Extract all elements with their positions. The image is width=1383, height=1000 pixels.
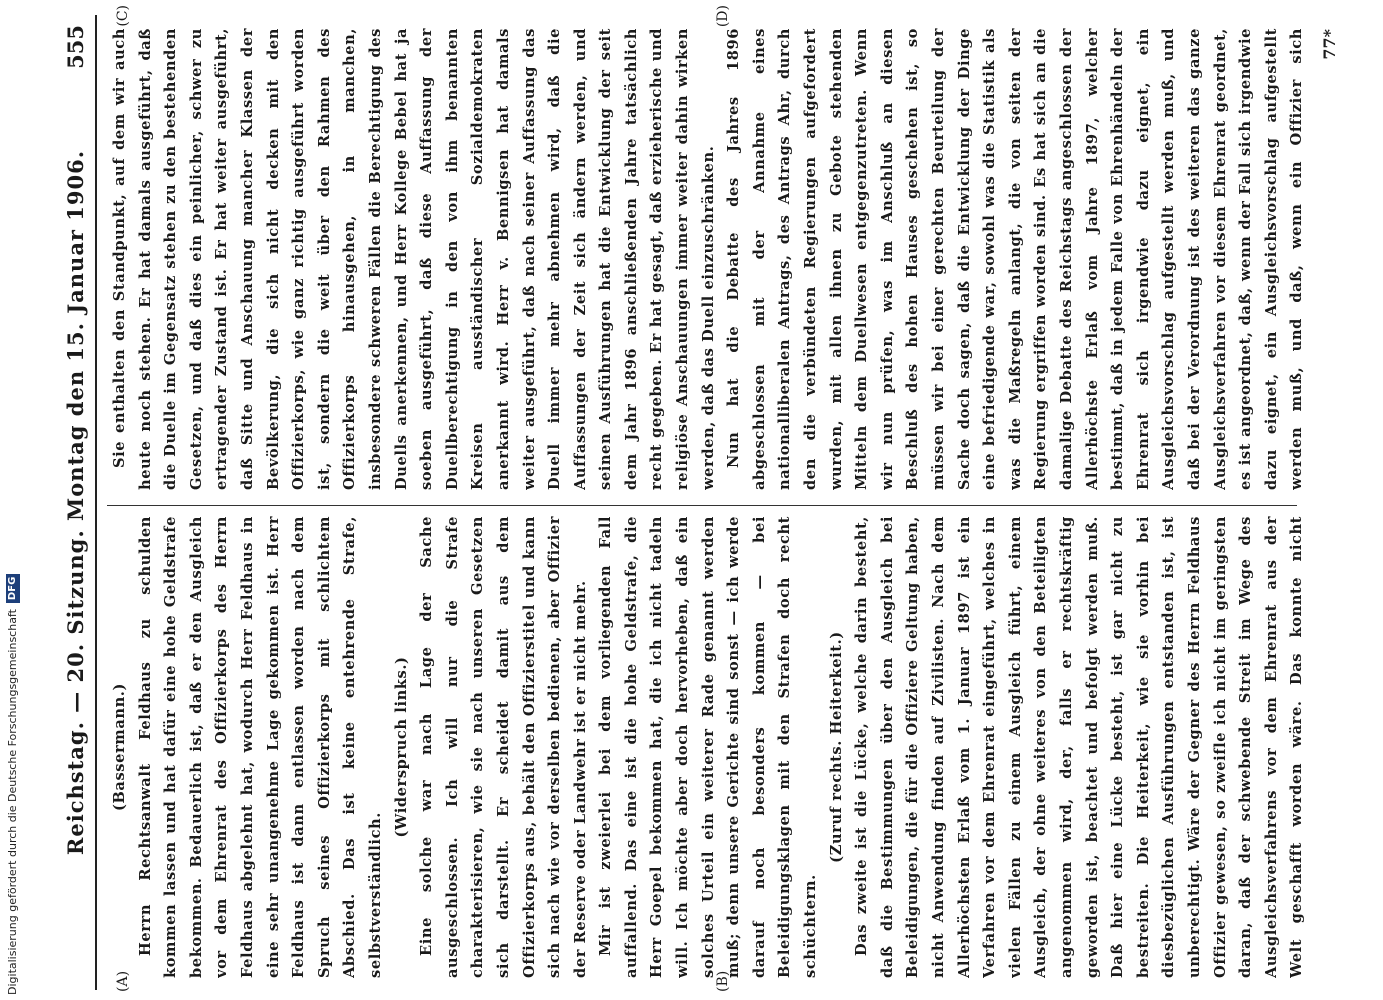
signature-mark: 77* (1320, 29, 1339, 60)
rotated-page (55, 5, 1345, 992)
right-paragraph: Nun hat die Debatte des Jahres 1896 abgeschlossen mit der Annahme eines nationalliberalen Antrags, des Antrags Ahr, durch den die verbündeten Regierungen aufgefordert wurden, mit allen ihnen zu Gebote stehenden Mitteln dem Duellwesen entgegenzutreten. Wenn wir nun prüfen, was im Anschluß an diesen Beschluß des hohen Hauses geschehen ist, so müssen wir bei einer gerechten Beurteilung der Sache doch sagen, daß die Entwicklung der Dinge eine befriedigende war, sowohl was die Statistik als was die Maßregeln anlangt, die von seiten der Regierung ergriffen worden sind. Es hat sich an die damalige Debatte des Reichstags angeschlossen der Allerhöchste Erlaß vom Jahre 1897, welcher bestimmt, daß in jedem Falle von Ehrenhändeln der Ehrenrat sich irgendwie dazu eignet, ein Ausgleichsvorschlag aufgestellt werden muß, und daß bei der Verordnung ist des weiteren das ganze Ausgleichsverfahren vor diesem Ehrenrat geordnet, es ist angeordnet, daß, wenn der Fall sich irgendwie dazu eignet, ein Ausgleichsvorschlag aufgestellt werden muß, und daß, wenn ein Offizier sich (725, 28, 1306, 490)
margin-marker-d: (D) (715, 5, 731, 28)
left-interjection: (Zuruf rechts. Heiterkeit.) (827, 631, 845, 863)
dfg-logo-icon: DFG (6, 574, 20, 603)
column-divider (107, 505, 1297, 506)
page-title: Reichstag. — 20. Sitzung. Montag den 15. Januar 1906. (63, 149, 88, 856)
digitization-credit (2, 295, 24, 995)
page-number: 555 (63, 25, 88, 69)
left-paragraph: Das zweite ist die Lücke, welche darin besteht, daß die Bestimmungen über den Ausgleich bei Beleidigungen, die für die Offiziere Geltung haben, nicht Anwendung finden auf Zivilisten. Nach dem Allerhöchsten Erlaß vom 1. Januar 1897 ist ein Verfahren vor dem Ehrenrat eingeführt, welches in vielen Fällen zu einem Ausgleich führt, einem Ausgleich, der ohne weiteres von den Beteiligten angenommen wird, der, falls er rechtskräftig geworden ist, beachtet und befolgt werden muß. Daß hier eine Lücke besteht, ist gar nicht zu bestreiten. Die Heiterkeit, wie sie vorhin bei diesbezüglichen Ausführungen entstanden ist, ist unberechtigt. Wäre der Gegner des Herrn Feldhaus Offizier gewesen, so zweifle ich nicht im geringsten daran, daß der schwebende Streit im Wege des Ausgleichsverfahrens vor dem Ehrenrat aus der Welt geschafft worden wäre. Das konnte nicht (853, 516, 1306, 978)
left-paragraph: Eine solche war nach Lage der Sache ausgeschlossen. Ich will nur die Strafe charakterisieren, wie sie nach unseren Gesetzen sich darstellt. Er scheidet damit aus dem Offizierkorps aus, behält den Offizierstitel und kann sich nach wie vor derselben bedienen, aber Offizier der Reserve oder Landwehr ist er nicht mehr. (418, 516, 589, 978)
left-paragraph: Herrn Rechtsanwalt Feldhaus zu schulden kommen lassen und hat dafür eine hohe Geldstrafe bekommen. Bedauerlich ist, daß er den Ausgleich vor dem Ehrenrat des Offizierkorps des Herrn Feldhaus abgelehnt hat, wodurch Herr Feldhaus in eine sehr unangenehme Lage gekommen ist. Herr Feldhaus ist dann entlassen worden nach dem Spruch seines Offizierkorps mit schlichtem Abschied. Das ist keine entehrende Strafe, selbstverständlich. (136, 516, 384, 978)
page-header (55, 15, 97, 990)
left-interjection: (Widerspruch links.) (392, 656, 410, 838)
right-column (107, 28, 1307, 490)
left-paragraph: Mir ist zweierlei bei dem vorliegenden Fall auffallend. Das eine ist die hohe Geldstrafe, die Herr Goepel bekommen hat, die ich nicht tadeln will. Ich möchte aber doch hervorheben, daß ein solches Urteil ein weiterer Rade genannt werden muß; denn unsere Gerichte sind sonst — ich werde darauf noch besonders kommen — bei Beleidigungsklagen mit den Strafen doch recht schüchtern. (597, 516, 820, 978)
left-column (107, 516, 1307, 978)
credit-text: Digitalisierung gefördert durch die Deutsche Forschungsgemeinschaft (6, 609, 19, 995)
margin-marker-c: (C) (115, 5, 131, 27)
right-paragraph: Sie enthalten den Standpunkt, auf dem wir auch heute noch stehen. Er hat damals ausgeführt, daß die Duelle im Gegensatz stehen zu den bestehenden Gesetzen, und daß dies ein peinlicher, schwer zu ertragender Zustand ist. Er hat weiter ausgeführt, daß Sitte und Anschauung mancher Klassen der Bevölkerung, die sich nicht decken mit den Offizierkorps, wie ganz richtig ausgeführt worden ist, sondern die weit über den Rahmen des Offizierkorps hinausgehen, in manchen, insbesondere schweren Fällen die Berechtigung des Duells anerkennen, und Herr Kollege Bebel hat ja soeben ausgeführt, daß diese Auffassung der Duellberechtigung in den von ihm benannten Kreisen ausständischer Sozialdemokraten anerkannt wird. Herr v. Bennigsen hat damals weiter ausgeführt, daß nach seiner Auffassung das Duell immer mehr abnehmen wird, daß die Auffassungen der Zeit sich ändern werden, und seinen Ausführungen hat die Entwicklung der seit dem Jahr 1896 anschließenden Jahre tatsächlich recht gegeben. Er hat gesagt, daß erzieherische und religiöse Anschauungen immer weiter dahin wirken werden, daß das Duell einzuschränken. (111, 28, 717, 490)
speaker-name: (Bassermann.) (111, 683, 128, 812)
margin-marker-b: (B) (715, 970, 731, 992)
margin-marker-a: (A) (115, 970, 131, 992)
